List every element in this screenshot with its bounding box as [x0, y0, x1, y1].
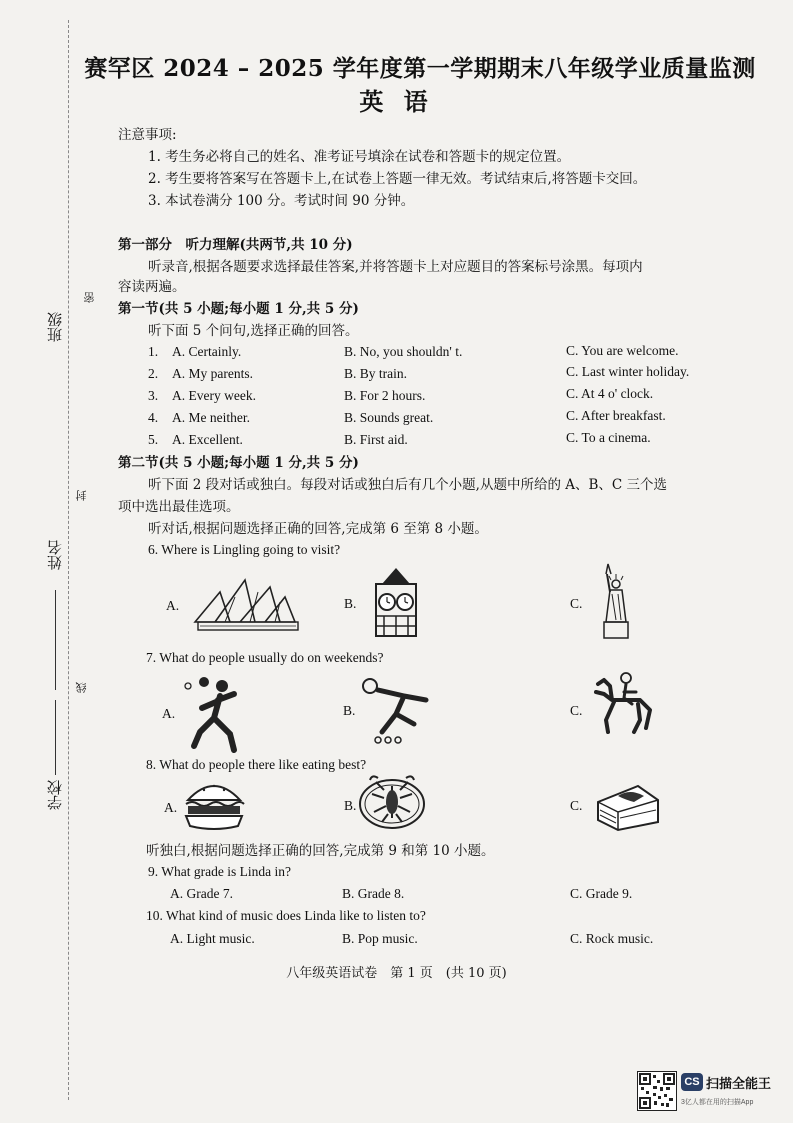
option-a: A. Me neither. [172, 410, 250, 425]
table-tennis-player-picture [180, 672, 250, 754]
cake-slice-picture [594, 782, 662, 832]
option-c: C. Last winter holiday. [566, 364, 690, 379]
qr-code-icon [637, 1071, 677, 1111]
pic-option-a-label: A. [162, 706, 176, 721]
name-label: 姓名 [46, 540, 64, 570]
option-a: A. Light music. [170, 931, 255, 946]
part1-instruction-cont: 容读两遍。 [118, 279, 186, 295]
section2-instruction-cont: 项中选出最佳选项。 [118, 499, 240, 515]
option-b: B. By train. [344, 366, 407, 381]
question-number: 4. [148, 410, 159, 425]
exam-subject: 英 语 [359, 87, 434, 116]
option-b: B. Pop music. [342, 931, 418, 946]
pic-option-c-label: C. [570, 798, 583, 813]
binding-dashed-line [68, 20, 69, 1100]
option-c: C. You are welcome. [566, 343, 679, 358]
section1-heading: 第一节(共 5 小题;每小题 1 分,共 5 分) [118, 301, 359, 317]
page-footer: 八年级英语试卷 第 1 页 (共 10 页) [286, 966, 507, 981]
dialog-instruction: 听对话,根据问题选择正确的回答,完成第 6 至第 8 小题。 [148, 521, 488, 537]
scanner-app-name: 扫描全能王 [706, 1076, 772, 1091]
hamburger-picture [182, 776, 246, 832]
option-b: B. Sounds great. [344, 410, 434, 425]
question-9: 9. What grade is Linda in? [148, 864, 291, 879]
scanner-app-tagline: 3亿人都在用的扫描App [681, 1099, 754, 1106]
exam-title: 赛罕区 2024 – 2025 学年度第一学期期末八年级学业质量监测 [84, 55, 756, 82]
note-item: 3. 本试卷满分 100 分。考试时间 90 分钟。 [148, 193, 415, 209]
option-a: A. Certainly. [172, 344, 242, 359]
option-a: A. Every week. [172, 388, 256, 403]
seal-char-feng: 封 [75, 490, 88, 501]
camscanner-logo-icon: CS [681, 1073, 703, 1091]
question-7: 7. What do people usually do on weekends? [146, 650, 384, 665]
note-item: 2. 考生要将答案写在答题卡上,在试卷上答题一律无效。考试结束后,将答题卡交回。 [148, 171, 647, 187]
part1-heading: 第一部分 听力理解(共两节,共 10 分) [118, 237, 353, 253]
option-c: C. Rock music. [570, 931, 654, 946]
option-b: B. No, you shouldn' t. [344, 344, 463, 359]
option-c: C. Grade 9. [570, 886, 633, 901]
question-6: 6. Where is Lingling going to visit? [148, 542, 341, 557]
pic-option-c-label: C. [570, 703, 583, 718]
question-number: 3. [148, 388, 159, 403]
option-b: B. For 2 hours. [344, 388, 426, 403]
question-number: 5. [148, 432, 159, 447]
pic-option-a-label: A. [164, 800, 178, 815]
monologue-instruction: 听独白,根据问题选择正确的回答,完成第 9 和第 10 小题。 [146, 843, 495, 859]
note-item: 1. 考生务必将自己的姓名、准考证号填涂在试卷和答题卡的规定位置。 [148, 149, 571, 165]
question-10: 10. What kind of music does Linda like to listen to? [146, 908, 426, 923]
option-c: C. To a cinema. [566, 430, 651, 445]
big-ben-picture [368, 566, 424, 640]
question-number: 2. [148, 366, 159, 381]
section2-instruction: 听下面 2 段对话或独白。每段对话或独白后有几个小题,从题中所给的 A、B、C 三个选 [148, 477, 668, 493]
question-number: 1. [148, 344, 159, 359]
lobster-picture [358, 772, 426, 832]
class-label: 班级 [46, 312, 64, 342]
question-8: 8. What do people there like eating best? [146, 757, 367, 772]
seal-char-mi: 密 [83, 292, 96, 303]
option-c: C. At 4 o' clock. [566, 386, 654, 401]
skating-picture [356, 674, 436, 744]
part1-instruction: 听录音,根据各题要求选择最佳答案,并将答题卡上对应题目的答案标号涂黑。每项内 [148, 259, 643, 275]
pic-option-a-label: A. [166, 598, 180, 613]
school-label: 学校 [46, 780, 64, 810]
pic-option-c-label: C. [570, 596, 583, 611]
option-a: A. Excellent. [172, 432, 243, 447]
pic-option-b-label: B. [344, 798, 357, 813]
sydney-opera-house-picture [190, 572, 305, 637]
section2-heading: 第二节(共 5 小题;每小题 1 分,共 5 分) [118, 455, 359, 471]
pic-option-b-label: B. [343, 703, 356, 718]
seal-char-xian: 线 [75, 682, 88, 693]
option-a: A. Grade 7. [170, 886, 233, 901]
option-a: A. My parents. [172, 366, 253, 381]
school-blank-line [55, 700, 56, 775]
pic-option-b-label: B. [344, 596, 357, 611]
option-c: C. After breakfast. [566, 408, 666, 423]
notes-heading: 注意事项: [118, 127, 177, 143]
option-b: B. Grade 8. [342, 886, 405, 901]
horse-riding-picture [590, 670, 660, 742]
option-b: B. First aid. [344, 432, 408, 447]
name-blank-line [55, 590, 56, 690]
section1-instruction: 听下面 5 个问句,选择正确的回答。 [148, 323, 359, 339]
statue-of-liberty-picture [596, 562, 636, 642]
